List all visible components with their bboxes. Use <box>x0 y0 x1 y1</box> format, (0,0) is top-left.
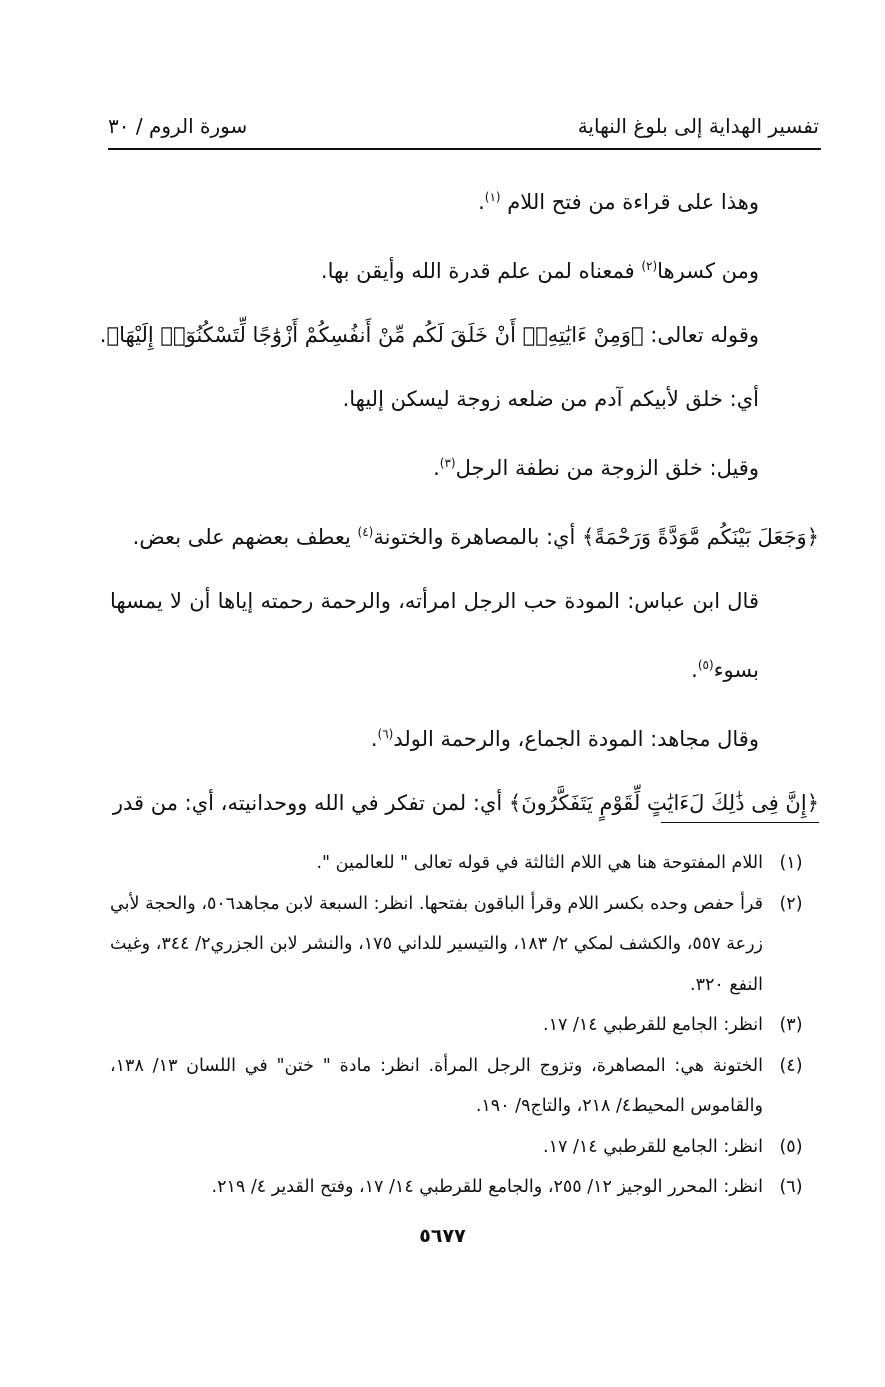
footnote <box>110 884 819 1006</box>
footnote-number: (٤) <box>779 1055 803 1076</box>
footnote-ref-2: (٢) <box>641 259 658 273</box>
footnote-number: (٥) <box>779 1136 803 1157</box>
footnote-ref-6: (٦) <box>377 727 394 741</box>
footnotes <box>110 843 819 1208</box>
footnote-number: (٣) <box>779 1015 803 1035</box>
footnote-text: قرأ حفص وحده بكسر اللام وقرأ الباقون بفتحها. انظر: السبعة لابن مجاهد٥٠٦، والحجة لأبي زرعة ٥٥٧، والكشف لمكي ٢/ ١٨٣، والتيسير للداني ١٧٥، والنشر لابن الجزري٢/ ٣٤٤، وغيث النفع ٣٢٠. <box>110 893 763 995</box>
footnote-text: انظر: المحرر الوجيز ١٢/ ٢٥٥، والجامع للقرطبي ١٤/ ١٧، وفتح القدير ٤/ ٢١٩. <box>211 1177 763 1197</box>
paragraph-2: ومن كسرها$^{(٢)}$ فمعناه لمن علم قدرة الله وأيقن بها. <box>320 259 759 283</box>
header-rule <box>108 148 821 150</box>
footnote-text: انظر: الجامع للقرطبي ١٤/ ١٧. <box>543 1015 763 1035</box>
paragraph-9: ﴿إِنَّ فِى ذَٰلِكَ لَءَايَٰتٍ لِّقَوْمٍ يَتَفَكَّرُونَ﴾ أي: لمن تفكر في الله ووحدانيته، أي: من قدر <box>112 791 819 815</box>
footnote-number: (١) <box>779 853 803 873</box>
footnote-text: انظر: الجامع للقرطبي ١٤/ ١٧. <box>543 1136 763 1157</box>
quran-verse: ﴿وَمِنْ ءَايَٰتِهِۦٓ أَنْ خَلَقَ لَكُم مِّنْ أَنفُسِكُمْ أَزْوَٰجًا لِّتَسْكُنُوٓا۟ إِلَيْهَا﴾ <box>106 323 644 347</box>
paragraph-3: وقوله تعالى: ﴿وَمِنْ ءَايَٰتِهِۦٓ أَنْ خَلَقَ لَكُم مِّنْ أَنفُسِكُمْ أَزْوَٰجًا لِّتَسْكُنُوٓا۟ إِلَيْهَا﴾. <box>99 323 759 347</box>
footnote-ref-1: (١) <box>484 190 501 204</box>
paragraph-1: وهذا على قراءة من فتح اللام $^{(١)}$. <box>478 190 759 214</box>
quran-verse: ﴿إِنَّ فِى ذَٰلِكَ لَءَايَٰتٍ لِّقَوْمٍ يَتَفَكَّرُونَ﴾ <box>508 791 819 815</box>
footnote-text: الختونة هي: المصاهرة، وتزوج الرجل المرأة. انظر: مادة " ختن" في اللسان ١٣/ ١٣٨، والقاموس المحيط٤/ ٢١٨، والتاج٩/ ١٩٠. <box>110 1055 763 1116</box>
footnote-text: اللام المفتوحة هنا هي اللام الثالثة في قوله تعالى " للعالمين ". <box>316 853 763 873</box>
paragraph-7: قال ابن عباس: المودة حب الرجل امرأته، والرحمة رحمته إياها أن لا يمسها بسوء$^{(٥)}$. <box>110 589 759 682</box>
footnote-number: (٢) <box>779 893 803 914</box>
footnote <box>110 1046 819 1127</box>
footnote-ref-5: (٥) <box>697 658 714 672</box>
footnote-separator <box>661 822 819 823</box>
book-title: تفسير الهداية إلى بلوغ النهاية <box>577 114 819 138</box>
paragraph-5: وقيل: خلق الزوجة من نطفة الرجل$^{(٣)}$. <box>433 456 759 480</box>
quran-verse: ﴿وَجَعَلَ بَيْنَكُم مَّوَدَّةً وَرَحْمَةً﴾ <box>582 525 819 549</box>
footnote-ref-3: (٣) <box>439 456 456 470</box>
footnote <box>110 843 819 884</box>
paragraph-6: ﴿وَجَعَلَ بَيْنَكُم مَّوَدَّةً وَرَحْمَةً﴾ أي: بالمصاهرة والختونة$^{(٤)}$ يعطف بعضهم على بعض. <box>132 525 819 549</box>
surah-label: سورة الروم / ٣٠ <box>108 114 248 138</box>
footnote <box>110 1005 819 1046</box>
footnote <box>110 1127 819 1168</box>
paragraph-8: وقال مجاهد: المودة الجماع، والرحمة الولد$^{(٦)}$. <box>370 727 759 751</box>
footnote <box>110 1167 819 1208</box>
page-number: ٥٦٧٧ <box>419 1225 466 1247</box>
running-header <box>108 108 819 144</box>
footnote-number: (٦) <box>779 1177 803 1197</box>
footnote-ref-4: (٤) <box>357 525 374 539</box>
main-text <box>99 165 819 835</box>
paragraph-4: أي: خلق لأبيكم آدم من ضلعه زوجة ليسكن إليها. <box>342 387 759 411</box>
